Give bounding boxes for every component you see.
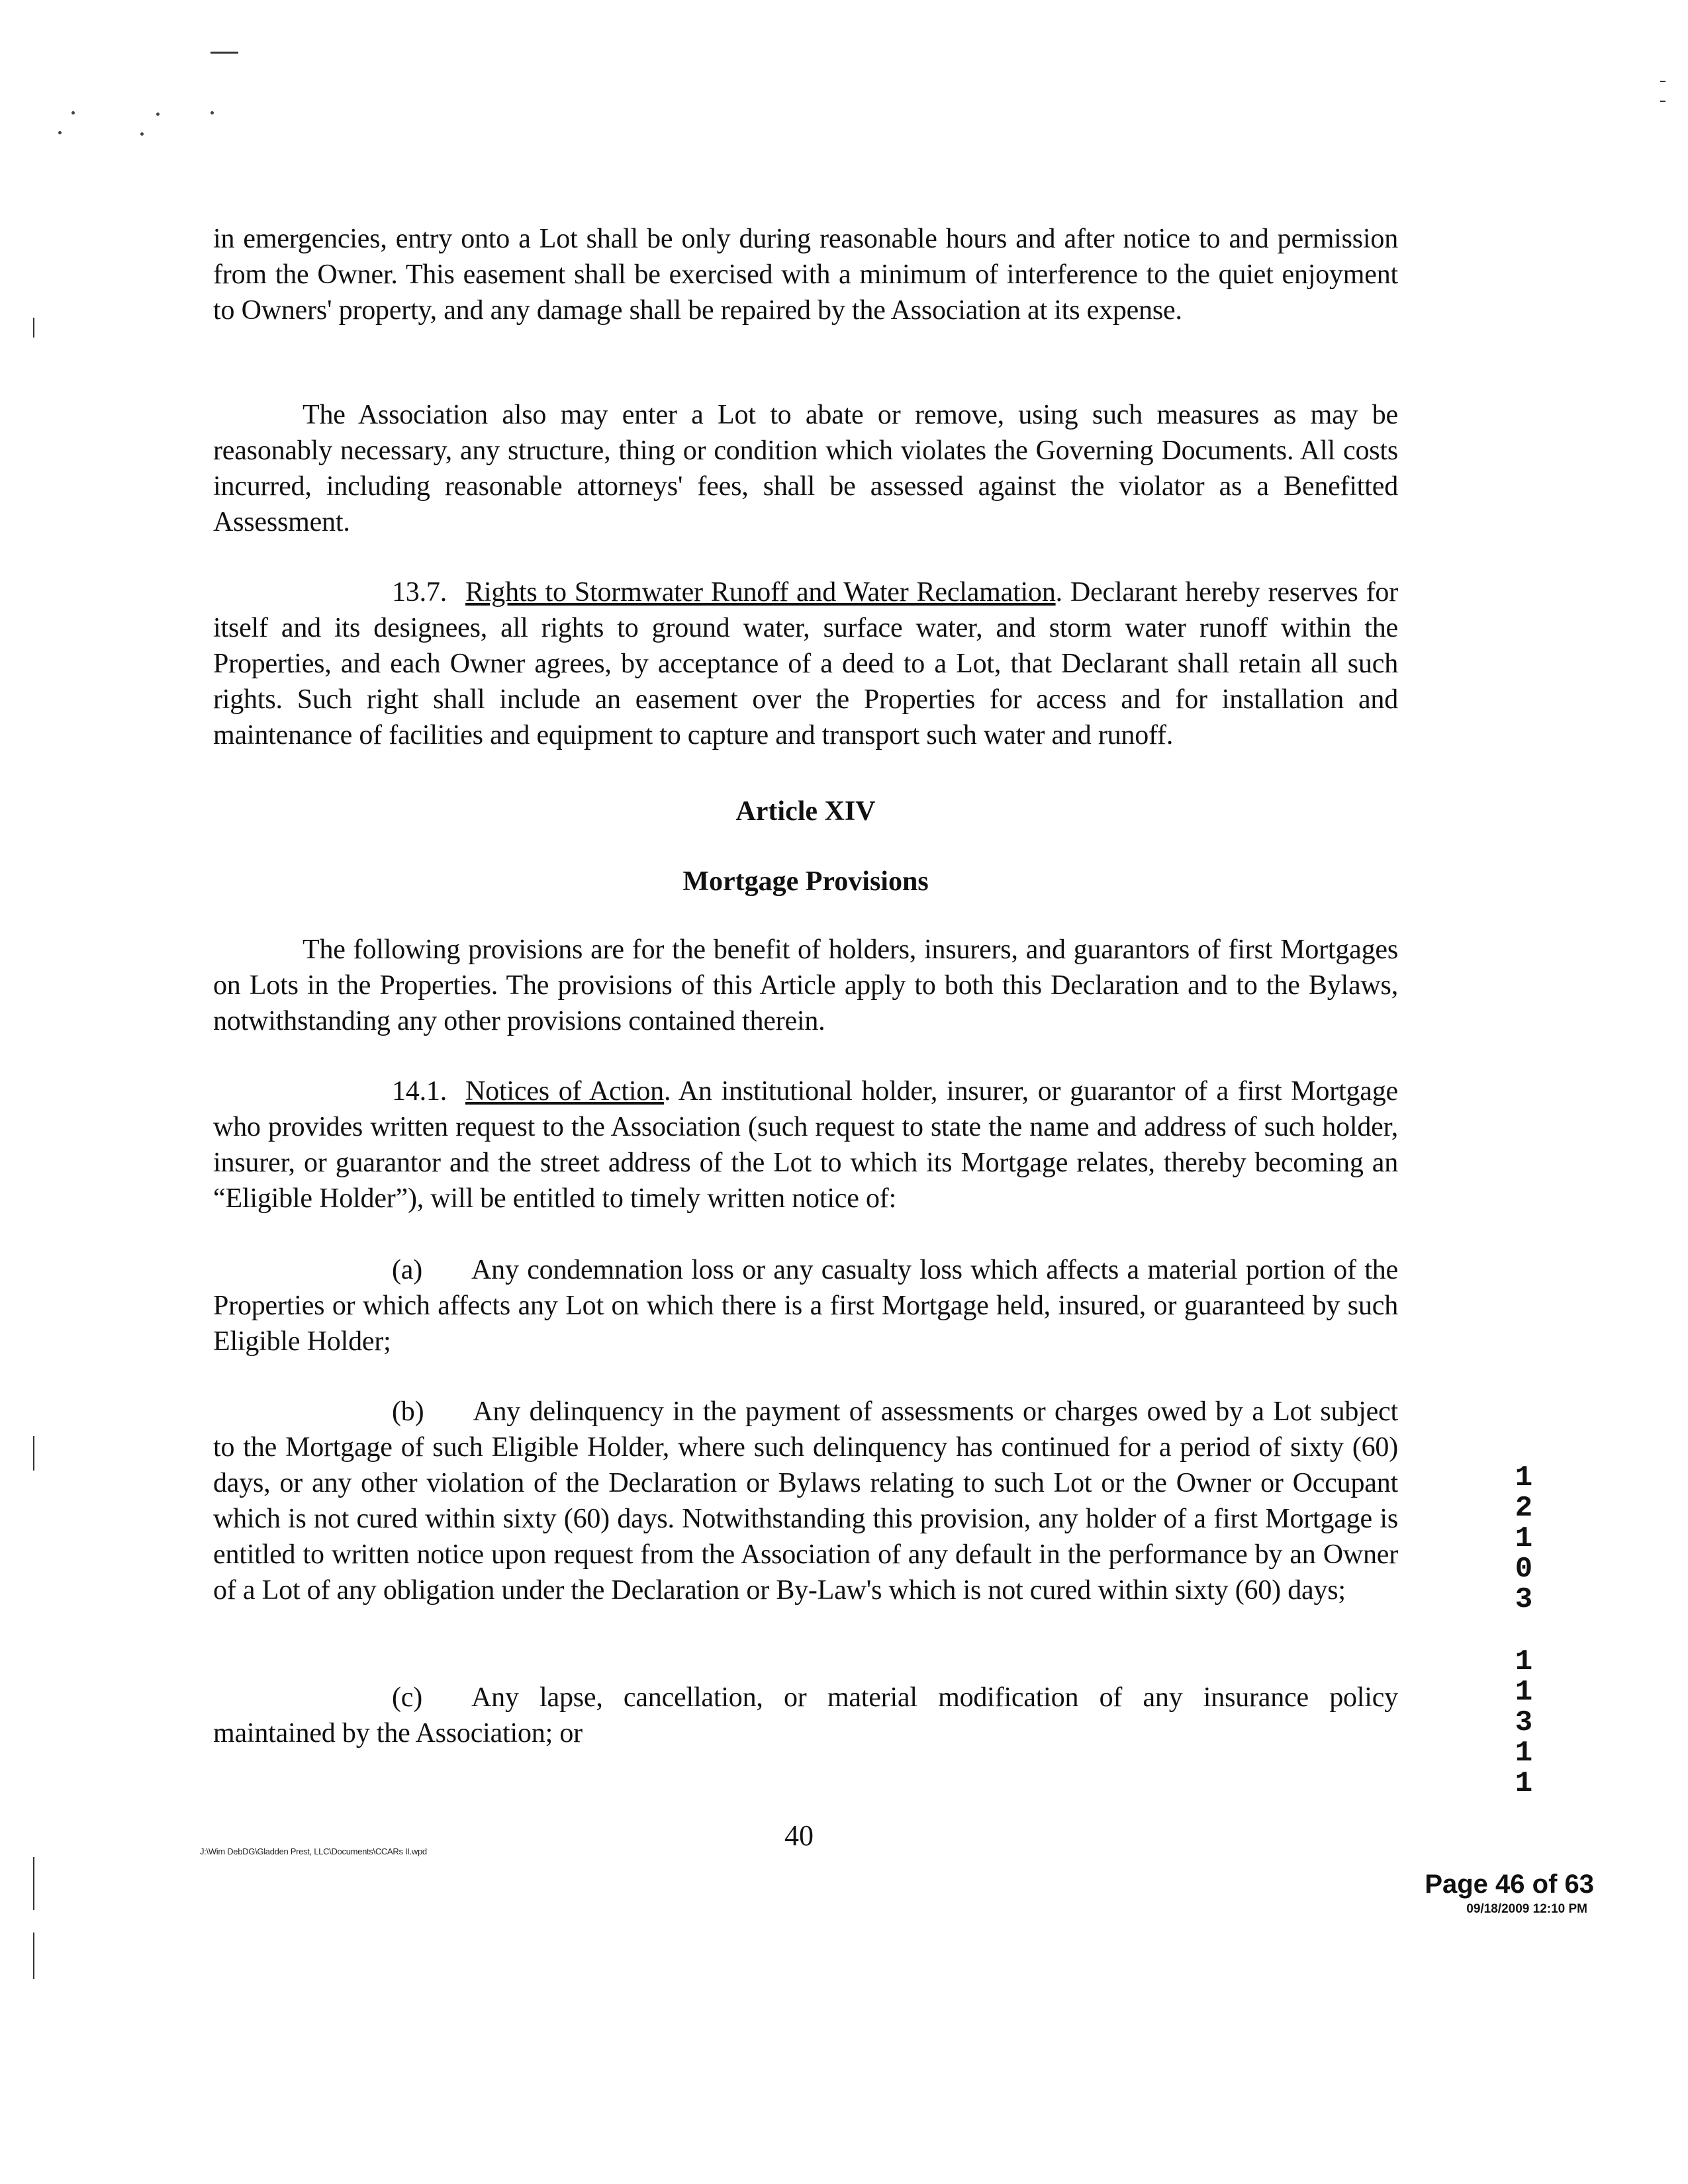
scan-speck bbox=[140, 132, 144, 136]
list-item-text: Any condemnation loss or any casualty loss which affects a material portion of the Properties or which affects any Lot on which there is a first Mortgage held, insured, or guaranteed by such Eligible Holder; bbox=[213, 1255, 1398, 1357]
page-number: 40 bbox=[784, 1819, 814, 1852]
section-title: Notices of Action bbox=[465, 1076, 664, 1107]
section-text: Declarant hereby reserves for itself and its designees, all rights to ground water, surface water, and storm water runoff within the Properties, and each Owner agrees, by acceptance of a deed to a Lot, that Declarant shall retain all such rights. Such right shall include an easement over the Properties for access and for installation and maintenance of facilities and equipment to capture and transport such water and runoff. bbox=[213, 577, 1398, 751]
print-timestamp: 09/18/2009 12:10 PM bbox=[1466, 1902, 1587, 1916]
section-text: An institutional holder, insurer, or guarantor of a first Mortgage who provides written request to the Association (such request to state the name and address of such holder, insurer, or guarantor and the street address of the Lot to which its Mortgage relates, thereby becoming an “Eligible Holder”), will be entitled to timely written notice of: bbox=[213, 1076, 1398, 1214]
stamp-digit: 3 bbox=[1515, 1583, 1533, 1616]
paragraph-continuation bbox=[213, 221, 1398, 328]
footer-file-path: J:\Wim DebDG\Gladden Prest, LLC\Documents\CCARs II.wpd bbox=[200, 1846, 427, 1856]
scan-mark bbox=[33, 318, 34, 338]
scan-mark bbox=[1660, 81, 1665, 82]
list-item-paragraph bbox=[213, 1394, 1398, 1608]
stamp-digit: 1 bbox=[1515, 1522, 1533, 1555]
stamp-digit: 3 bbox=[1515, 1706, 1533, 1739]
recording-stamp-group-2 bbox=[1511, 1647, 1537, 1799]
scan-mark bbox=[1660, 101, 1665, 102]
list-item-paragraph bbox=[213, 1680, 1398, 1751]
article-heading: Article XIV bbox=[735, 796, 876, 827]
paragraph-text: The Association also may enter a Lot to abate or remove, using such measures as may be reasonably necessary, any structure, thing or condition which violates the Governing Documents. All costs incurred, including reasonable attorneys' fees, shall be assessed against the violator as a Benefitted Assessment. bbox=[213, 400, 1398, 537]
paragraph-association-entry bbox=[213, 397, 1398, 540]
recording-stamp-group-1 bbox=[1511, 1463, 1537, 1615]
list-item-label: (a) bbox=[392, 1255, 423, 1285]
list-item bbox=[213, 1252, 1398, 1359]
list-item-text: Any lapse, cancellation, or material modification of any insurance policy maintained by the Association; or bbox=[213, 1682, 1398, 1749]
section-title: Rights to Stormwater Runoff and Water Reclamation bbox=[465, 577, 1056, 608]
scan-mark bbox=[33, 1436, 34, 1471]
stamp-digit: 1 bbox=[1515, 1461, 1533, 1494]
page-of-label: Page 46 of 63 bbox=[1425, 1870, 1594, 1899]
list-item-text: Any delinquency in the payment of assessments or charges owed by a Lot subject to the Mortgage of such Eligible Holder, where such delinquency has continued for a period of sixty (60) days, or any other violation of the Declaration or Bylaws relating to such Lot or the Owner or Occupant which is not cured within sixty (60) days. Notwithstanding this provision, any holder of a first Mortgage is entitled to written notice upon request from the Association of any default in the performance by an Owner of a Lot of any obligation under the Declaration or By-Law's which is not cured within sixty (60) days; bbox=[213, 1396, 1398, 1606]
section-title-period: . bbox=[663, 1076, 679, 1107]
scan-speck bbox=[58, 131, 62, 134]
scan-mark bbox=[211, 52, 238, 54]
list-item bbox=[213, 1680, 1398, 1751]
article-intro bbox=[213, 932, 1398, 1039]
scan-speck bbox=[156, 113, 160, 116]
section-14-1 bbox=[213, 1073, 1398, 1216]
stamp-digit: 1 bbox=[1515, 1645, 1533, 1678]
stamp-digit: 1 bbox=[1515, 1767, 1533, 1800]
stamp-digit: 1 bbox=[1515, 1676, 1533, 1709]
stamp-digit: 1 bbox=[1515, 1737, 1533, 1770]
section-13-7 bbox=[213, 574, 1398, 753]
paragraph-text: in emergencies, entry onto a Lot shall be only during reasonable hours and after notice to and permission from the Owner. This easement shall be exercised with a minimum of interference to the quiet enjoyment to Owners' property, and any damage shall be repaired by the Association at its expense. bbox=[213, 224, 1398, 326]
section-paragraph bbox=[213, 574, 1398, 753]
scan-speck bbox=[71, 111, 75, 114]
stamp-digit: 2 bbox=[1515, 1492, 1533, 1525]
scan-mark bbox=[33, 1857, 34, 1910]
section-number: 14.1. bbox=[392, 1076, 447, 1107]
section-paragraph bbox=[213, 1073, 1398, 1216]
list-item-label: (b) bbox=[392, 1396, 424, 1427]
list-item-label: (c) bbox=[392, 1682, 423, 1713]
list-item-paragraph bbox=[213, 1252, 1398, 1359]
paragraph-text: The following provisions are for the benefit of holders, insurers, and guarantors of first Mortgages on Lots in the Properties. The provisions of this Article apply to both this Declaration and to the Bylaws, notwithstanding any other provisions contained therein. bbox=[213, 934, 1398, 1036]
scan-speck bbox=[211, 111, 214, 114]
stamp-digit: 0 bbox=[1515, 1553, 1533, 1586]
list-item bbox=[213, 1394, 1398, 1608]
article-title: Mortgage Provisions bbox=[682, 866, 929, 897]
section-number: 13.7. bbox=[392, 577, 447, 608]
section-title-period: . bbox=[1055, 577, 1070, 608]
scan-mark bbox=[33, 1933, 34, 1979]
